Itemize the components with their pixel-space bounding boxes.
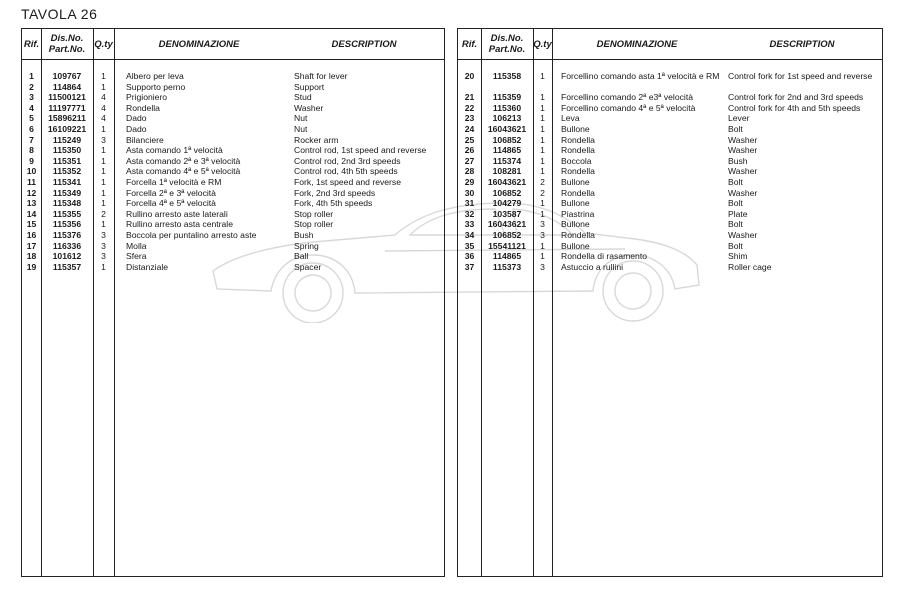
- english-description: Washer: [728, 145, 758, 156]
- quantity: 2: [540, 176, 545, 187]
- ref-number: 29: [464, 176, 475, 187]
- italian-name: Bullone: [561, 219, 590, 230]
- table-row: [22, 241, 444, 252]
- header-qty: Q.ty: [94, 38, 113, 50]
- table-row: [458, 177, 882, 188]
- part-number: 11197771: [48, 102, 86, 113]
- ref-number: 9: [29, 155, 34, 166]
- english-description: Roller cage: [728, 261, 772, 272]
- table-row: [458, 209, 882, 220]
- header-part-no-label: Part.No.: [488, 44, 526, 55]
- table-row: [22, 251, 444, 262]
- italian-name: Bullone: [561, 123, 590, 134]
- english-description: Control rod, 2nd 3rd speeds: [294, 155, 401, 166]
- ref-number: 34: [464, 229, 475, 240]
- part-number: 115376: [52, 229, 82, 240]
- part-number: 104279: [492, 198, 522, 209]
- english-description: Washer: [294, 102, 324, 113]
- table-header: [22, 29, 444, 60]
- table-row: [22, 177, 444, 188]
- header-qty: Q.ty: [533, 38, 552, 50]
- table-row: [458, 113, 882, 124]
- ref-number: 32: [464, 208, 475, 219]
- quantity: 1: [540, 155, 545, 166]
- ref-number: 6: [29, 123, 34, 134]
- quantity: 2: [540, 187, 545, 198]
- table-row: [458, 71, 882, 92]
- quantity: 1: [540, 113, 545, 124]
- part-number: 101612: [52, 251, 82, 262]
- part-number: 115373: [492, 261, 522, 272]
- table-row: [22, 188, 444, 199]
- ref-number: 35: [464, 240, 475, 251]
- ref-number: 11: [26, 176, 37, 187]
- part-number: 103587: [492, 208, 522, 219]
- english-description: Washer: [728, 187, 758, 198]
- english-description: Stop roller: [294, 219, 334, 230]
- ref-number: 24: [464, 123, 475, 134]
- table-header: [458, 29, 882, 60]
- quantity: 1: [101, 187, 106, 198]
- italian-name: Bullone: [561, 240, 590, 251]
- quantity: 3: [101, 229, 106, 240]
- english-description: Spring: [294, 240, 319, 251]
- italian-name: Rondella: [561, 229, 595, 240]
- ref-number: 26: [464, 145, 475, 156]
- ref-number: 37: [464, 261, 475, 272]
- table-row: [458, 219, 882, 230]
- italian-name: Forcella 2ª e 3ª velocità: [126, 187, 216, 198]
- ref-number: 7: [29, 134, 34, 145]
- table-row: [458, 156, 882, 167]
- ref-number: 14: [26, 208, 37, 219]
- table-row: [22, 166, 444, 177]
- table-row: [458, 135, 882, 146]
- table-row: [458, 103, 882, 114]
- quantity: 1: [101, 219, 106, 230]
- part-number: 11500121: [48, 92, 86, 103]
- ref-number: 31: [464, 198, 475, 209]
- header-dis-no: Dis.No.: [50, 33, 84, 44]
- english-description: Rocker arm: [294, 134, 339, 145]
- english-description: Bolt: [728, 123, 743, 134]
- english-description: Ball: [294, 251, 309, 262]
- header-ref: Rif.: [23, 38, 40, 50]
- english-description: Fork, 1st speed and reverse: [294, 176, 401, 187]
- quantity: 3: [101, 134, 106, 145]
- italian-name: Rullino arresto asta centrale: [126, 219, 233, 230]
- ref-number: 12: [26, 187, 37, 198]
- italian-name: Rondella: [126, 102, 160, 113]
- english-description: Stud: [294, 92, 312, 103]
- part-number: 115355: [52, 208, 82, 219]
- italian-name: Bullone: [561, 198, 590, 209]
- english-description: Stop roller: [294, 208, 334, 219]
- part-number: 16109221: [47, 123, 87, 134]
- rows-left: [22, 71, 444, 272]
- plate-title: TAVOLA 26: [21, 6, 98, 22]
- italian-name: Forcella 4ª e 5ª velocità: [126, 198, 216, 209]
- quantity: 1: [540, 71, 545, 81]
- header-description: DESCRIPTION: [769, 38, 835, 50]
- ref-number: 28: [464, 166, 475, 177]
- part-number: 16043621: [487, 219, 527, 230]
- table-row: [22, 113, 444, 124]
- table-row: [458, 166, 882, 177]
- header-part-no: [41, 29, 93, 59]
- ref-number: 8: [29, 145, 34, 156]
- english-description: Bolt: [728, 219, 743, 230]
- table-row: [22, 230, 444, 241]
- table-row: [22, 71, 444, 82]
- italian-name: Boccola: [561, 155, 592, 166]
- english-description: Bush: [728, 155, 748, 166]
- quantity: 1: [101, 145, 106, 156]
- quantity: 1: [540, 198, 545, 209]
- quantity: 1: [101, 261, 106, 272]
- table-row: [458, 241, 882, 252]
- table-row: [458, 230, 882, 241]
- header-description: DESCRIPTION: [331, 38, 397, 50]
- part-number: 115350: [52, 145, 82, 156]
- ref-number: 18: [26, 251, 37, 262]
- part-number: 115341: [52, 176, 82, 187]
- italian-name: Asta comando 1ª velocità: [126, 145, 223, 156]
- part-number: 15896211: [48, 113, 86, 124]
- ref-number: 23: [464, 113, 475, 124]
- english-description: Washer: [728, 166, 758, 177]
- ref-number: 3: [29, 92, 34, 103]
- italian-name: Bullone: [561, 176, 590, 187]
- ref-number: 17: [26, 240, 37, 251]
- ref-number: 30: [464, 187, 475, 198]
- table-row: [458, 92, 882, 103]
- table-row: [22, 135, 444, 146]
- table-row: [22, 219, 444, 230]
- quantity: 1: [540, 166, 545, 177]
- part-number: 114865: [492, 251, 522, 262]
- part-number: 106213: [492, 113, 522, 124]
- italian-name: Albero per leva: [126, 71, 184, 81]
- part-number: 106852: [492, 187, 522, 198]
- part-number: 115352: [52, 166, 82, 177]
- italian-name: Molla: [126, 240, 147, 251]
- parts-table-right: [457, 28, 883, 577]
- ref-number: 2: [29, 81, 34, 92]
- header-denominazione: DENOMINAZIONE: [158, 38, 240, 50]
- quantity: 1: [540, 145, 545, 156]
- part-number: 115249: [52, 134, 82, 145]
- rows-right: [458, 71, 882, 272]
- italian-name: Bilanciere: [126, 134, 164, 145]
- ref-number: 25: [464, 134, 475, 145]
- part-number: 115357: [52, 261, 82, 272]
- english-description: Nut: [294, 123, 308, 134]
- header-ref: Rif.: [461, 38, 478, 50]
- italian-name: Rondella: [561, 187, 595, 198]
- english-description: Plate: [728, 208, 748, 219]
- english-description: Bolt: [728, 240, 743, 251]
- italian-name: Forcella 1ª velocità e RM: [126, 176, 222, 187]
- quantity: 1: [540, 208, 545, 219]
- quantity: 1: [540, 123, 545, 134]
- quantity: 1: [540, 240, 545, 251]
- table-row: [458, 188, 882, 199]
- italian-name: Leva: [561, 113, 580, 124]
- english-description: Bush: [294, 229, 314, 240]
- table-row: [22, 92, 444, 103]
- quantity: 3: [101, 251, 106, 262]
- english-description: Fork, 4th 5th speeds: [294, 198, 373, 209]
- english-description: Support: [294, 81, 325, 92]
- ref-number: 20: [464, 71, 475, 81]
- quantity: 1: [101, 155, 106, 166]
- table-row: [22, 198, 444, 209]
- italian-name: Dado: [126, 113, 147, 124]
- part-number: 115348: [52, 198, 82, 209]
- quantity: 1: [540, 251, 545, 262]
- part-number: 15541121: [488, 240, 526, 251]
- italian-name: Forcellino comando 2ª e3ª velocità: [561, 92, 693, 103]
- english-description: Shaft for lever: [294, 71, 348, 81]
- table-row: [22, 145, 444, 156]
- part-number: 115360: [492, 102, 522, 113]
- table-row: [458, 262, 882, 273]
- part-number: 115374: [492, 155, 522, 166]
- table-row: [458, 198, 882, 209]
- english-description: Control fork for 2nd and 3rd speeds: [728, 92, 864, 103]
- quantity: 4: [101, 102, 106, 113]
- english-description: Nut: [294, 113, 308, 124]
- part-number: 16043621: [487, 176, 527, 187]
- english-description: Bolt: [728, 198, 743, 209]
- quantity: 1: [101, 71, 106, 81]
- english-description: Washer: [728, 229, 758, 240]
- part-number: 106852: [492, 134, 522, 145]
- quantity: 3: [540, 261, 545, 272]
- header-denominazione: DENOMINAZIONE: [596, 38, 678, 50]
- part-number: 116336: [52, 240, 82, 251]
- ref-number: 5: [29, 113, 34, 124]
- header-part-no-label: Part.No.: [48, 44, 86, 55]
- quantity: 2: [101, 208, 106, 219]
- quantity: 1: [101, 176, 106, 187]
- ref-number: 33: [464, 219, 475, 230]
- part-number: 115359: [492, 92, 522, 103]
- italian-name: Asta comando 2ª e 3ª velocità: [126, 155, 241, 166]
- ref-number: 10: [26, 166, 37, 177]
- part-number: 115351: [52, 155, 82, 166]
- table-row: [22, 82, 444, 93]
- quantity: 4: [101, 92, 106, 103]
- english-description: Lever: [728, 113, 750, 124]
- part-number: 114864: [52, 81, 82, 92]
- italian-name: Prigioniero: [126, 92, 168, 103]
- english-description: Bolt: [728, 176, 743, 187]
- italian-name: Forcellino comando asta 1ª velocità e RM: [561, 71, 720, 81]
- ref-number: 4: [29, 102, 34, 113]
- english-description: Washer: [728, 134, 758, 145]
- english-description: Shim: [728, 251, 748, 262]
- ref-number: 36: [464, 251, 475, 262]
- english-description: Fork, 2nd 3rd speeds: [294, 187, 376, 198]
- italian-name: Supporto perno: [126, 81, 186, 92]
- table-row: [22, 103, 444, 114]
- part-number: 109767: [52, 71, 82, 81]
- quantity: 1: [540, 134, 545, 145]
- quantity: 1: [101, 81, 106, 92]
- quantity: 4: [101, 113, 106, 124]
- quantity: 1: [101, 198, 106, 209]
- italian-name: Sfera: [126, 251, 147, 262]
- quantity: 3: [540, 219, 545, 230]
- part-number: 115358: [492, 71, 522, 81]
- italian-name: Rullino arresto aste laterali: [126, 208, 228, 219]
- quantity: 1: [540, 92, 545, 103]
- part-number: 114865: [492, 145, 522, 156]
- part-number: 115356: [52, 219, 82, 230]
- ref-number: 22: [464, 102, 475, 113]
- header-dis-no: Dis.No.: [490, 33, 524, 44]
- quantity: 1: [101, 123, 106, 134]
- part-number: 115349: [52, 187, 82, 198]
- ref-number: 27: [464, 155, 475, 166]
- italian-name: Distanziale: [126, 261, 169, 272]
- ref-number: 16: [26, 229, 37, 240]
- english-description: Control rod, 1st speed and reverse: [294, 145, 427, 156]
- italian-name: Astuccio a rullini: [561, 261, 624, 272]
- italian-name: Rondella: [561, 145, 595, 156]
- english-description: Control fork for 4th and 5th speeds: [728, 102, 861, 113]
- ref-number: 15: [26, 219, 37, 230]
- table-row: [458, 251, 882, 262]
- ref-number: 21: [464, 92, 475, 103]
- table-row: [22, 156, 444, 167]
- table-row: [22, 124, 444, 135]
- italian-name: Piastrina: [561, 208, 595, 219]
- english-description: Spacer: [294, 261, 322, 272]
- italian-name: Asta comando 4ª e 5ª velocità: [126, 166, 241, 177]
- italian-name: Rondella di rasamento: [561, 251, 647, 262]
- table-row: [22, 262, 444, 273]
- table-row: [22, 209, 444, 220]
- ref-number: 19: [26, 261, 37, 272]
- italian-name: Rondella: [561, 134, 595, 145]
- table-row: [458, 145, 882, 156]
- ref-number: 13: [26, 198, 37, 209]
- english-description: Control fork for 1st speed and reverse: [728, 71, 873, 81]
- table-row: [458, 124, 882, 135]
- quantity: 1: [540, 102, 545, 113]
- quantity: 1: [101, 166, 106, 177]
- quantity: 3: [540, 229, 545, 240]
- italian-name: Forcellino comando 4ª e 5ª velocità: [561, 102, 696, 113]
- part-number: 106852: [492, 229, 522, 240]
- header-part-no: [481, 29, 533, 59]
- part-number: 108281: [492, 166, 522, 177]
- part-number: 16043621: [487, 123, 527, 134]
- italian-name: Dado: [126, 123, 147, 134]
- italian-name: Boccola per puntalino arresto aste: [126, 229, 257, 240]
- italian-name: Rondella: [561, 166, 595, 177]
- parts-table-left: [21, 28, 445, 577]
- quantity: 3: [101, 240, 106, 251]
- english-description: Control rod, 4th 5th speeds: [294, 166, 398, 177]
- ref-number: 1: [29, 71, 34, 81]
